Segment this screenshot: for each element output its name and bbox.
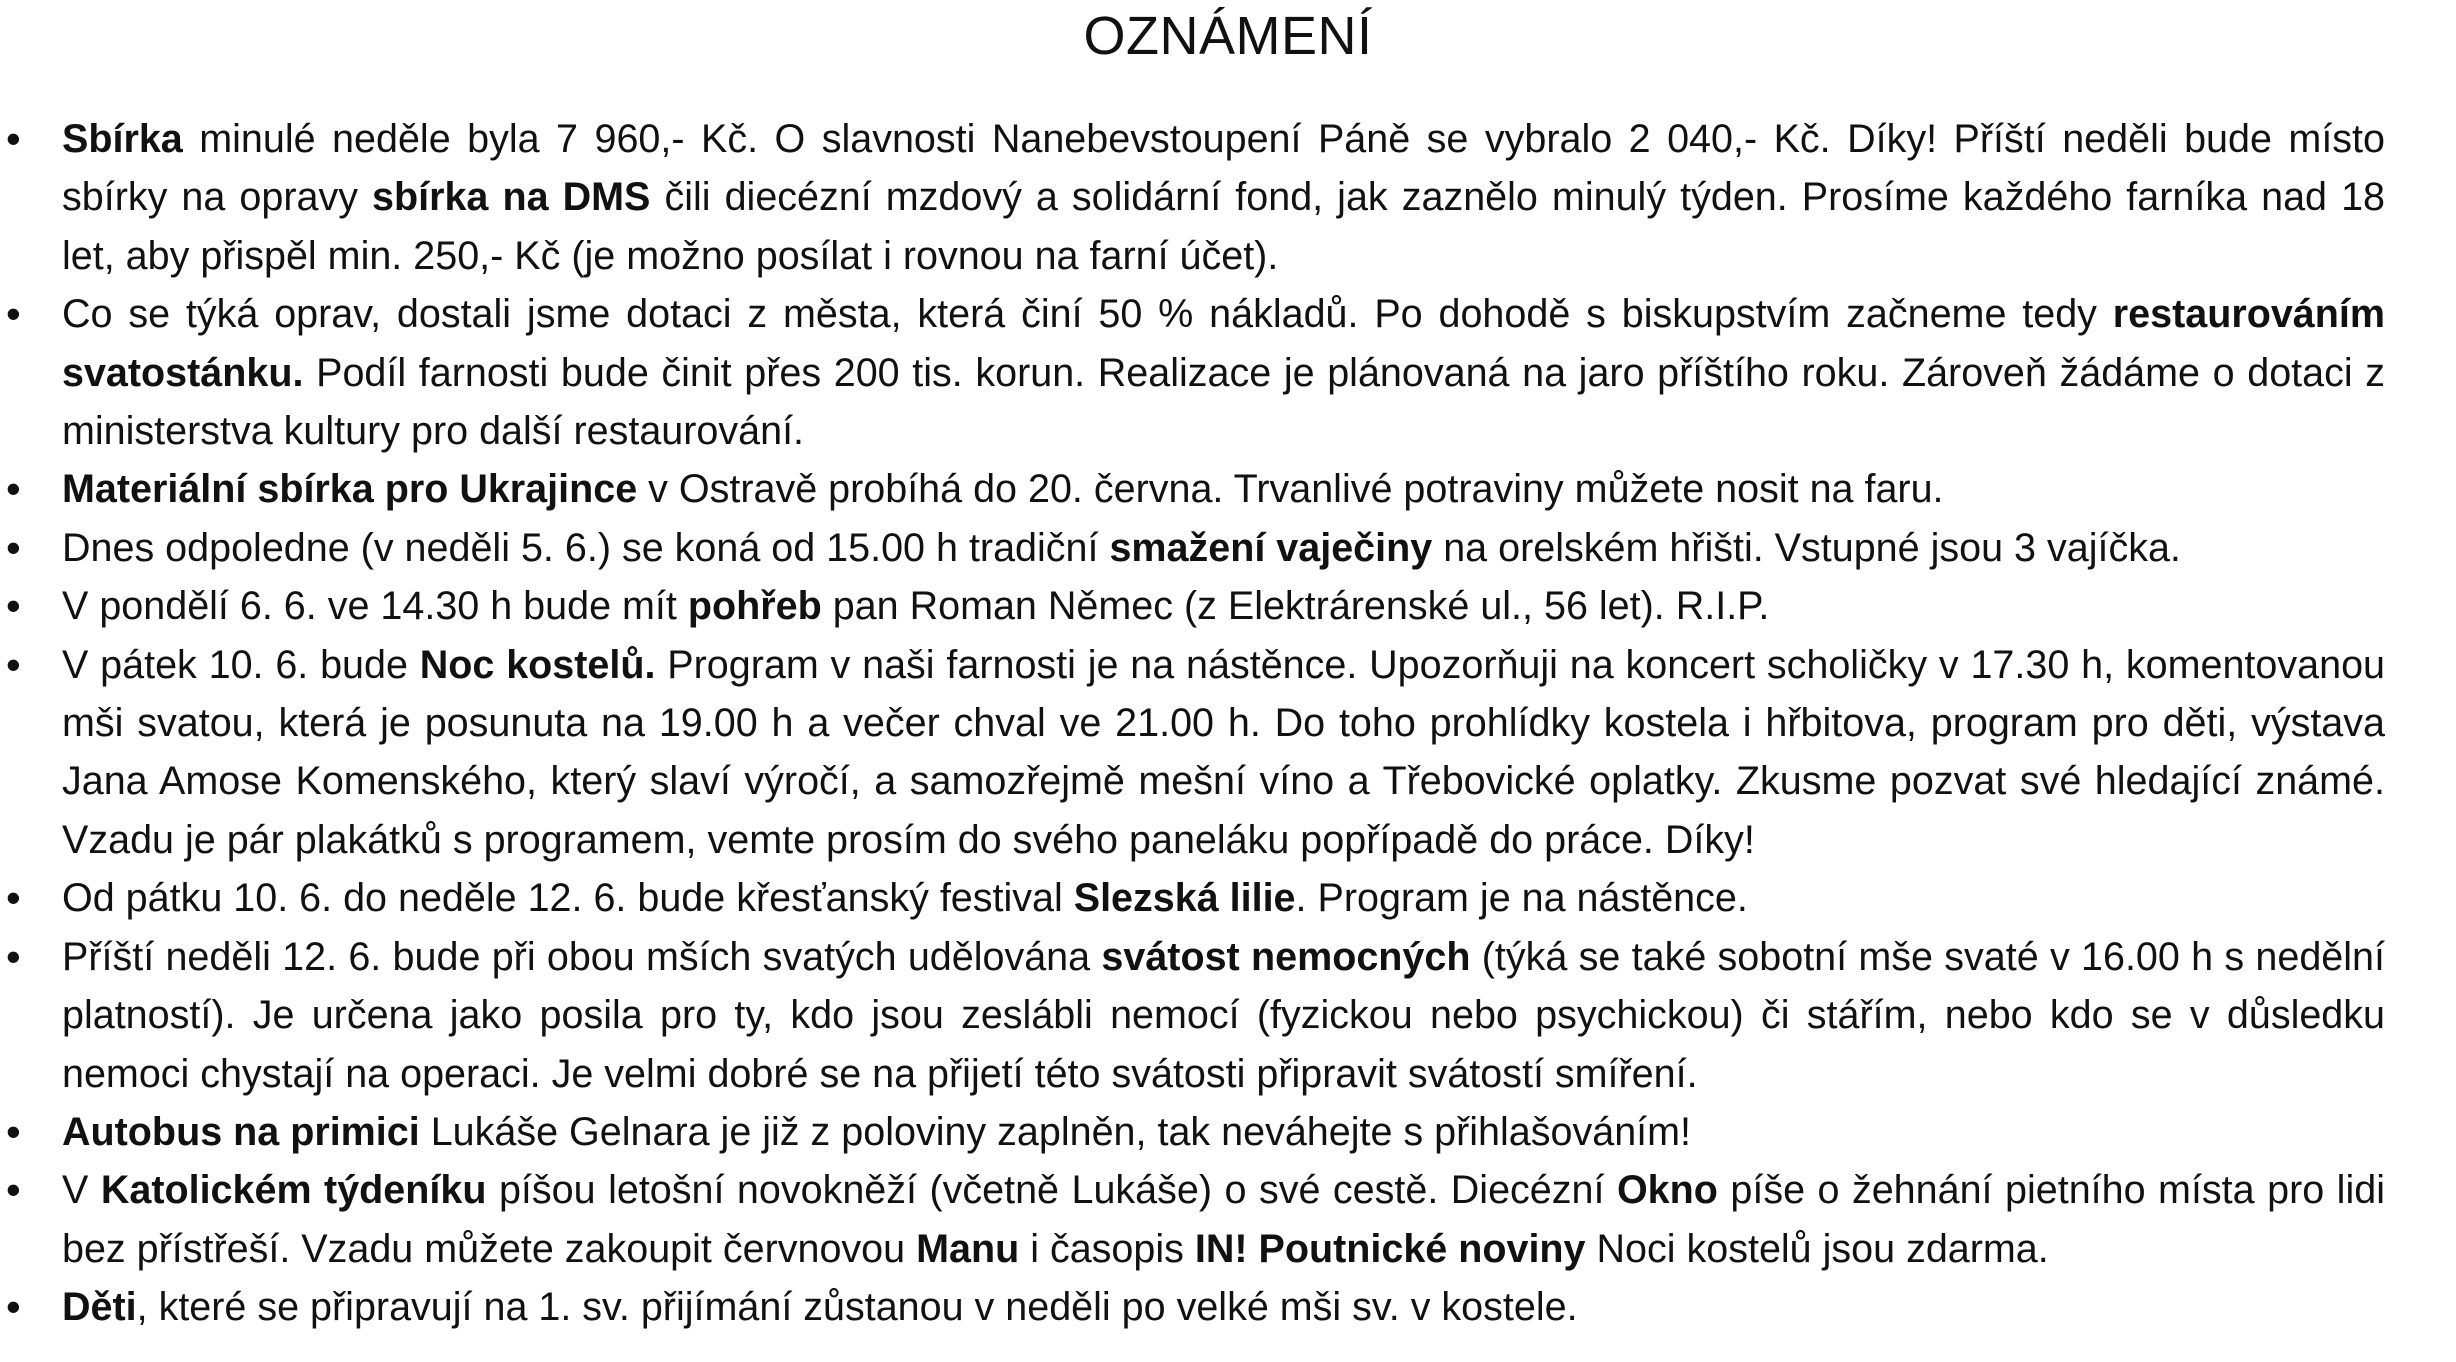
bold-text: Okno: [1616, 1168, 1718, 1213]
bold-text: sbírka na DMS: [372, 175, 651, 220]
announcement-item: [0, 110, 2385, 285]
announcement-text: Dnes odpoledne (v neděli 5. 6.) se koná od 15.00 h tradiční: [62, 525, 1110, 570]
announcement-item: [0, 285, 2385, 460]
bold-text: svátost nemocných: [1101, 934, 1471, 979]
document-title: OZNÁMENÍ: [1083, 6, 1373, 66]
bold-text: pohřeb: [687, 584, 822, 629]
announcement-text: na orelském hřišti. Vstupné jsou 3 vajíčka.: [1432, 525, 2181, 570]
bold-text: Autobus na primici: [62, 1109, 420, 1154]
announcement-text: čili diecézní mzdový a solidární fond, jak zaznělo minulý týden. Prosíme každého farníka nad 18 let, aby přispěl min. 250,- Kč (je možno posílat i rovnou na farní účet).: [62, 175, 2386, 278]
bold-text: Manu: [916, 1226, 1020, 1271]
announcement-text: , které se připravují na 1. sv. přijímání zůstanou v neděli po velké mši sv. v kostele.: [136, 1285, 1578, 1330]
announcement-text: V: [62, 1168, 101, 1213]
announcement-text: i časopis: [1019, 1226, 1195, 1271]
announcement-text: (týká se také sobotní mše svaté v 16.00 h s nedělní platností). Je určena jako posila pro ty, kdo jsou zeslábli nemocí (fyzickou nebo psychickou) či stářím, nebo kdo se v důsledku nemoci chystají na operaci. Je velmi dobré se na přijetí této svátosti připravit svátostí smíření.: [62, 934, 2385, 1096]
bold-text: Noc kostelů.: [419, 642, 656, 687]
announcement-item: [0, 519, 2385, 577]
announcement-item: [0, 1278, 2385, 1336]
announcement-text: . Program je na nástěnce.: [1295, 876, 1748, 921]
announcement-item: [0, 1161, 2385, 1278]
announcement-text: V pondělí 6. 6. ve 14.30 h bude mít: [62, 584, 688, 629]
announcement-text: V pátek 10. 6. bude: [62, 642, 420, 687]
announcement-item: [0, 928, 2385, 1103]
bold-text: restaurováním svatostánku.: [62, 292, 2385, 395]
announcement-item: [0, 460, 2385, 518]
announcement-text: Lukáše Gelnara je již z poloviny zaplněn, tak neváhejte s přihlašováním!: [419, 1109, 1692, 1154]
announcement-text: píše o žehnání pietního místa pro lidi bez přístřeší. Vzadu můžete zakoupit červnovou: [62, 1168, 2385, 1271]
bold-text: Sbírka: [62, 117, 183, 161]
announcement-text: píšou letošní novokněží (včetně Lukáše) o své cestě. Diecézní: [486, 1168, 1617, 1213]
announcement-list: [0, 110, 2456, 1337]
announcement-item: [0, 869, 2385, 927]
announcement-text: Podíl farnosti bude činit přes 200 tis. korun. Realizace je plánovaná na jaro příštího roku. Zároveň žádáme o dotaci z ministerstva kultury pro další restaurování.: [62, 350, 2385, 454]
bold-text: IN! Poutnické noviny: [1194, 1226, 1586, 1271]
announcement-item: [0, 1103, 2385, 1161]
announcement-text: Co se týká oprav, dostali jsme dotaci z města, která činí 50 % nákladů. Po dohodě s biskupstvím začneme tedy: [62, 292, 2113, 337]
announcement-item: [0, 577, 2385, 635]
announcement-text: Příští neděli 12. 6. bude při obou mších svatých udělována: [62, 934, 1102, 979]
announcement-text: pan Roman Němec (z Elektrárenské ul., 56 let). R.I.P.: [821, 584, 1770, 629]
bold-text: Děti: [62, 1285, 137, 1330]
announcement-text: Noci kostelů jsou zdarma.: [1585, 1226, 2049, 1271]
announcement-item: [0, 636, 2385, 870]
announcement-text: Od pátku 10. 6. do neděle 12. 6. bude křesťanský festival: [62, 876, 1074, 921]
bold-text: Slezská lilie: [1073, 876, 1296, 921]
announcement-text: minulé neděle byla 7 960,- Kč. O slavnosti Nanebevstoupení Páně se vybralo 2 040,- Kč. Díky! Příští neděli bude místo sbírky na opravy: [62, 117, 2385, 220]
bold-text: Materiální sbírka pro Ukrajince: [62, 467, 638, 512]
announcement-text: v Ostravě probíhá do 20. června. Trvanlivé potraviny můžete nosit na faru.: [637, 467, 1944, 512]
announcement-text: Program v naši farnosti je na nástěnce. Upozorňuji na koncert scholičky v 17.30 h, komentovanou mši svatou, která je posunuta na 19.00 h a večer chval ve 21.00 h. Do toho prohlídky kostela i hřbitova, program pro děti, výstava Jana Amose Komenského, který slaví výročí, a samozřejmě mešní víno a Třebovické oplatky. Zkusme pozvat své hledající známé. Vzadu je pár plakátků s programem, vemte prosím do svého paneláku popřípadě do práce. Díky!: [62, 642, 2386, 862]
bold-text: Katolickém týdeníku: [100, 1168, 487, 1213]
bold-text: smažení vaječiny: [1109, 525, 1433, 570]
